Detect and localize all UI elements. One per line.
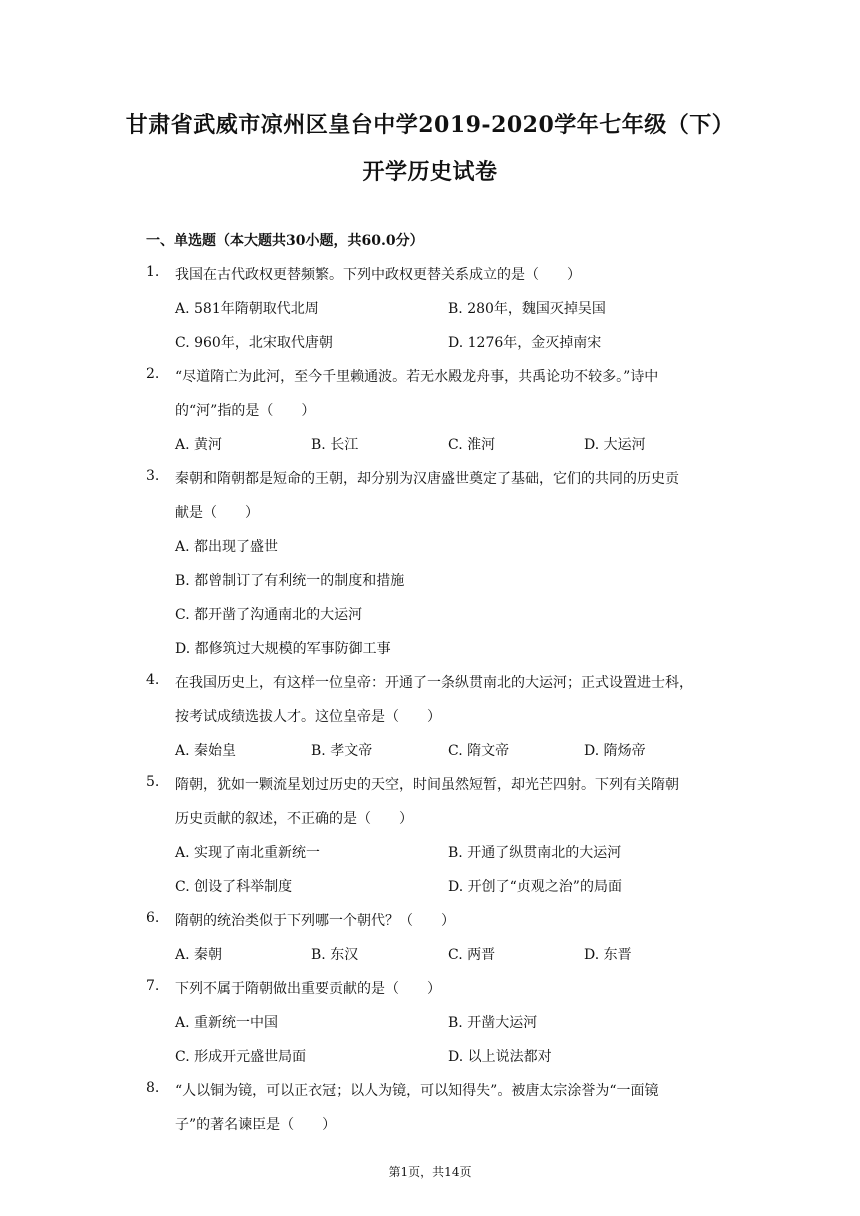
question-number: 8.	[146, 1080, 160, 1096]
option-c: C. 两晋	[448, 947, 496, 963]
option-b: B. 开通了纵贯南北的大运河	[448, 845, 622, 861]
option-d: D. 都修筑过大规模的军事防御工事	[175, 641, 391, 657]
option-b: B. 280年，魏国灭掉吴国	[448, 301, 606, 317]
question-text: 按考试成绩选拔人才。这位皇帝是（ ）	[175, 709, 441, 725]
option-b: B. 长江	[311, 437, 359, 453]
option-a: A. 重新统一中国	[175, 1015, 279, 1031]
document-title-line1: 甘肃省武威市凉州区皇台中学2019-2020学年七年级（下）	[125, 112, 735, 138]
question-number: 7.	[146, 978, 160, 994]
option-a: A. 都出现了盛世	[175, 539, 279, 555]
option-b: B. 开凿大运河	[448, 1015, 538, 1031]
question-number: 2.	[146, 366, 160, 382]
question-text: 秦朝和隋朝都是短命的王朝，却分别为汉唐盛世奠定了基础，它们的共同的历史贡	[175, 471, 679, 487]
option-c: C. 形成开元盛世局面	[175, 1049, 307, 1065]
option-d: D. 以上说法都对	[448, 1049, 552, 1065]
question-text: 的“河”指的是（ ）	[175, 403, 316, 419]
option-c: C. 淮河	[448, 437, 496, 453]
question-text: 在我国历史上，有这样一位皇帝：开通了一条纵贯南北的大运河；正式设置进士科，	[175, 675, 693, 691]
question-number: 4.	[146, 672, 160, 688]
option-d: D. 东晋	[584, 947, 632, 963]
option-b: B. 都曾制订了有利统一的制度和措施	[175, 573, 405, 589]
option-b: B. 东汉	[311, 947, 359, 963]
option-b: B. 孝文帝	[311, 743, 373, 759]
option-a: A. 秦朝	[175, 947, 223, 963]
option-d: D. 1276年，金灭掉南宋	[448, 335, 602, 351]
option-c: C. 创设了科举制度	[175, 879, 293, 895]
option-c: C. 隋文帝	[448, 743, 510, 759]
section-header: 一、单选题（本大题共30小题，共60.0分）	[146, 233, 424, 249]
page-footer: 第1页，共14页	[388, 1165, 472, 1179]
question-text: “尽道隋亡为此河，至今千里赖通波。若无水殿龙舟事，共禹论功不较多。”诗中	[175, 369, 659, 385]
option-d: D. 大运河	[584, 437, 646, 453]
question-text: 献是（ ）	[175, 505, 259, 521]
question-text: “人以铜为镜，可以正衣冠；以人为镜，可以知得失”。被唐太宗涂誉为“一面镜	[175, 1083, 659, 1099]
option-d: D. 开创了“贞观之治”的局面	[448, 879, 622, 895]
option-a: A. 秦始皇	[175, 743, 237, 759]
question-number: 3.	[146, 468, 160, 484]
question-text: 隋朝，犹如一颗流星划过历史的天空，时间虽然短暂，却光芒四射。下列有关隋朝	[175, 777, 679, 793]
option-a: A. 实现了南北重新统一	[175, 845, 321, 861]
question-number: 5.	[146, 774, 160, 790]
document-title-line2: 开学历史试卷	[362, 159, 498, 185]
question-number: 1.	[146, 264, 160, 280]
option-d: D. 隋炀帝	[584, 743, 646, 759]
option-c: C. 都开凿了沟通南北的大运河	[175, 607, 363, 623]
option-c: C. 960年，北宋取代唐朝	[175, 335, 333, 351]
option-a: A. 黄河	[175, 437, 223, 453]
question-text: 历史贡献的叙述，不正确的是（ ）	[175, 811, 413, 827]
question-text: 我国在古代政权更替频繁。下列中政权更替关系成立的是（ ）	[175, 267, 581, 283]
question-number: 6.	[146, 910, 160, 926]
option-a: A. 581年隋朝取代北周	[175, 301, 319, 317]
question-text: 下列不属于隋朝做出重要贡献的是（ ）	[175, 981, 441, 997]
question-text: 子”的著名谏臣是（ ）	[175, 1117, 337, 1133]
question-text: 隋朝的统治类似于下列哪一个朝代？（ ）	[175, 913, 455, 929]
